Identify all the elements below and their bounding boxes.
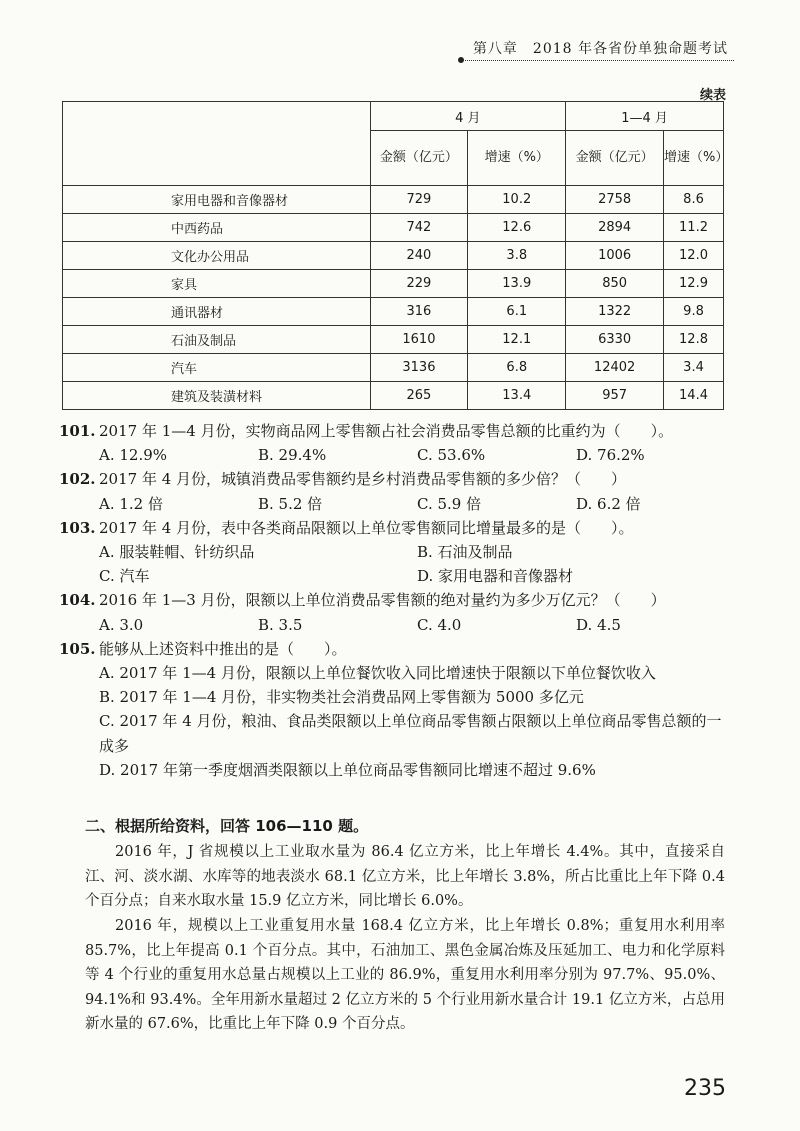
table-body — [63, 186, 724, 410]
option-d: D. 2017 年第一季度烟酒类限额以上单位商品零售额同比增速不超过 9.6% — [99, 760, 596, 779]
cell-ytd-amount: 2758 — [566, 186, 664, 214]
cell-ytd-amount: 1322 — [566, 298, 664, 326]
table-row — [63, 354, 724, 382]
question-stem: 能够从上述资料中推出的是（ ）。 — [99, 639, 347, 658]
cell-ytd-growth: 12.8 — [664, 326, 724, 354]
cell-apr-amount: 3136 — [370, 354, 468, 382]
question-stem: 2017 年 1—4 月份，实物商品网上零售额占社会消费品零售总额的比重约为（ ）。 — [99, 422, 674, 440]
option-c: C. 5.9 倍 — [417, 494, 482, 513]
row-name: 家用电器和音像器材 — [63, 186, 371, 214]
option-b: B. 2017 年 1—4 月份，非实物类社会消费品网上零售额为 5000 多亿元 — [99, 688, 584, 707]
cell-apr-growth: 12.1 — [468, 326, 566, 354]
question-number: 105. — [59, 639, 96, 658]
cell-ytd-growth: 9.8 — [664, 298, 724, 326]
options-103-row2 — [85, 564, 735, 588]
cell-apr-growth: 3.8 — [468, 242, 566, 270]
running-header: 第八章 2018 年各省份单独命题考试 — [472, 41, 728, 57]
table-row — [63, 214, 724, 242]
header-apr-amount: 金额（亿元） — [370, 131, 468, 186]
cell-ytd-growth: 3.4 — [664, 354, 724, 382]
cell-apr-amount: 729 — [370, 186, 468, 214]
table-row — [63, 326, 724, 354]
option-c: C. 2017 年 4 月份，粮油、食品类限额以上单位商品零售额占限额以上单位商品零售总额的一成多 — [99, 712, 722, 755]
question-stem: 2017 年 4 月份，表中各类商品限额以上单位零售额同比增量最多的是（ ）。 — [99, 518, 634, 537]
question-102 — [59, 467, 735, 491]
option-a: A. 服装鞋帽、针纺织品 — [99, 543, 255, 562]
question-104 — [59, 588, 735, 612]
option-d: D. 4.5 — [576, 615, 621, 634]
options-103-row1 — [85, 540, 735, 564]
cell-ytd-growth: 12.9 — [664, 270, 724, 298]
data-table — [62, 101, 729, 410]
cell-ytd-amount: 12402 — [566, 354, 664, 382]
option-a: A. 3.0 — [99, 615, 144, 634]
option-b: B. 3.5 — [258, 615, 303, 634]
option-b: B. 5.2 倍 — [258, 494, 323, 513]
options-102 — [85, 492, 735, 516]
passage-paragraph-1: 2016 年，J 省规模以上工业取水量为 86.4 亿立方米，比上年增长 4.4%。其中，直接采自江、河、淡水湖、水库等的地表淡水 68.1 亿立方米，比上年增长 3.8%，所占比重比上年下降 0.4 个百分点；自来水取水量 15.9 亿立方米，同比增长 6.0%。 — [85, 844, 725, 909]
option-c: C. 53.6% — [417, 446, 486, 465]
cell-apr-amount: 240 — [370, 242, 468, 270]
cell-ytd-amount: 1006 — [566, 242, 664, 270]
cell-apr-growth: 6.8 — [468, 354, 566, 382]
cell-ytd-growth: 12.0 — [664, 242, 724, 270]
row-name: 中西药品 — [63, 214, 371, 242]
question-number: 103. — [59, 518, 96, 537]
question-103 — [59, 516, 735, 540]
header-apr-growth: 增速（%） — [468, 131, 566, 186]
continued-label: 续表 — [699, 88, 726, 103]
table-row — [63, 382, 724, 410]
row-name: 石油及制品 — [63, 326, 371, 354]
table-row — [63, 270, 724, 298]
header-april: 4 月 — [370, 102, 566, 131]
header-ytd-amount: 金额（亿元） — [566, 131, 664, 186]
cell-ytd-amount: 2894 — [566, 214, 664, 242]
cell-ytd-growth: 14.4 — [664, 382, 724, 410]
passage-paragraph-2: 2016 年，规模以上工业重复用水量 168.4 亿立方米，比上年增长 0.8%；重复用水利用率 85.7%，比上年提高 0.1 个百分点。其中，石油加工、黑色金属冶炼及压延加工、电力和化学原料等 4 个行业的重复用水总量占规模以上工业的 86.9%，重复用水利用率分别为 97.7%、95.0%、94.1%和 93.4%。全年用新水量超过 2 亿立方米的 5 个行业用新水量合计 19.1 亿立方米，占总用新水量的 67.6%，比重比上年下降 0.9 个百分点。 — [85, 918, 725, 1032]
cell-apr-growth: 13.9 — [468, 270, 566, 298]
question-105 — [59, 637, 735, 661]
cell-apr-amount: 742 — [370, 214, 468, 242]
question-stem: 2016 年 1—3 月份，限额以上单位消费品零售额的绝对量约为多少万亿元？（ ） — [99, 591, 666, 610]
cell-ytd-amount: 6330 — [566, 326, 664, 354]
header-rule — [463, 60, 734, 61]
option-c: C. 4.0 — [417, 615, 462, 634]
cell-apr-growth: 10.2 — [468, 186, 566, 214]
cell-ytd-amount: 850 — [566, 270, 664, 298]
table-row — [63, 186, 724, 214]
option-d: D. 76.2% — [576, 446, 645, 465]
questions — [59, 419, 735, 782]
cell-apr-amount: 265 — [370, 382, 468, 410]
page-number: 235 — [684, 1076, 726, 1101]
options-101 — [85, 443, 735, 467]
question-number: 104. — [59, 591, 96, 610]
cell-ytd-growth: 8.6 — [664, 186, 724, 214]
table-row — [63, 298, 724, 326]
table-row — [63, 242, 724, 270]
corner-cell — [63, 102, 371, 186]
question-stem: 2017 年 4 月份，城镇消费品零售额约是乡村消费品零售额的多少倍？（ ） — [99, 470, 627, 489]
question-number: 101. — [59, 422, 96, 440]
cell-ytd-growth: 11.2 — [664, 214, 724, 242]
option-d: D. 6.2 倍 — [576, 494, 641, 513]
cell-apr-growth: 6.1 — [468, 298, 566, 326]
cell-ytd-amount: 957 — [566, 382, 664, 410]
header-ytd-growth: 增速（%） — [664, 131, 724, 186]
option-b: B. 石油及制品 — [417, 543, 513, 562]
row-name: 通讯器材 — [63, 298, 371, 326]
options-104 — [85, 613, 735, 637]
question-101 — [59, 419, 735, 443]
cell-apr-amount: 229 — [370, 270, 468, 298]
row-name: 汽车 — [63, 354, 371, 382]
option-b: B. 29.4% — [258, 446, 327, 465]
cell-apr-growth: 12.6 — [468, 214, 566, 242]
row-name: 文化办公用品 — [63, 242, 371, 270]
row-name: 建筑及装潢材料 — [63, 382, 371, 410]
option-a: A. 12.9% — [99, 446, 168, 465]
option-c: C. 汽车 — [99, 567, 150, 586]
question-number: 102. — [59, 470, 96, 489]
option-d: D. 家用电器和音像器材 — [417, 567, 574, 586]
cell-apr-growth: 13.4 — [468, 382, 566, 410]
cell-apr-amount: 316 — [370, 298, 468, 326]
row-name: 家具 — [63, 270, 371, 298]
cell-apr-amount: 1610 — [370, 326, 468, 354]
header-jan-apr: 1—4 月 — [566, 102, 724, 131]
section-title: 二、根据所给资料，回答 106—110 题。 — [85, 817, 369, 835]
option-a: A. 2017 年 1—4 月份，限额以上单位餐饮收入同比增速快于限额以下单位餐饮收入 — [99, 664, 656, 683]
option-a: A. 1.2 倍 — [99, 494, 163, 513]
